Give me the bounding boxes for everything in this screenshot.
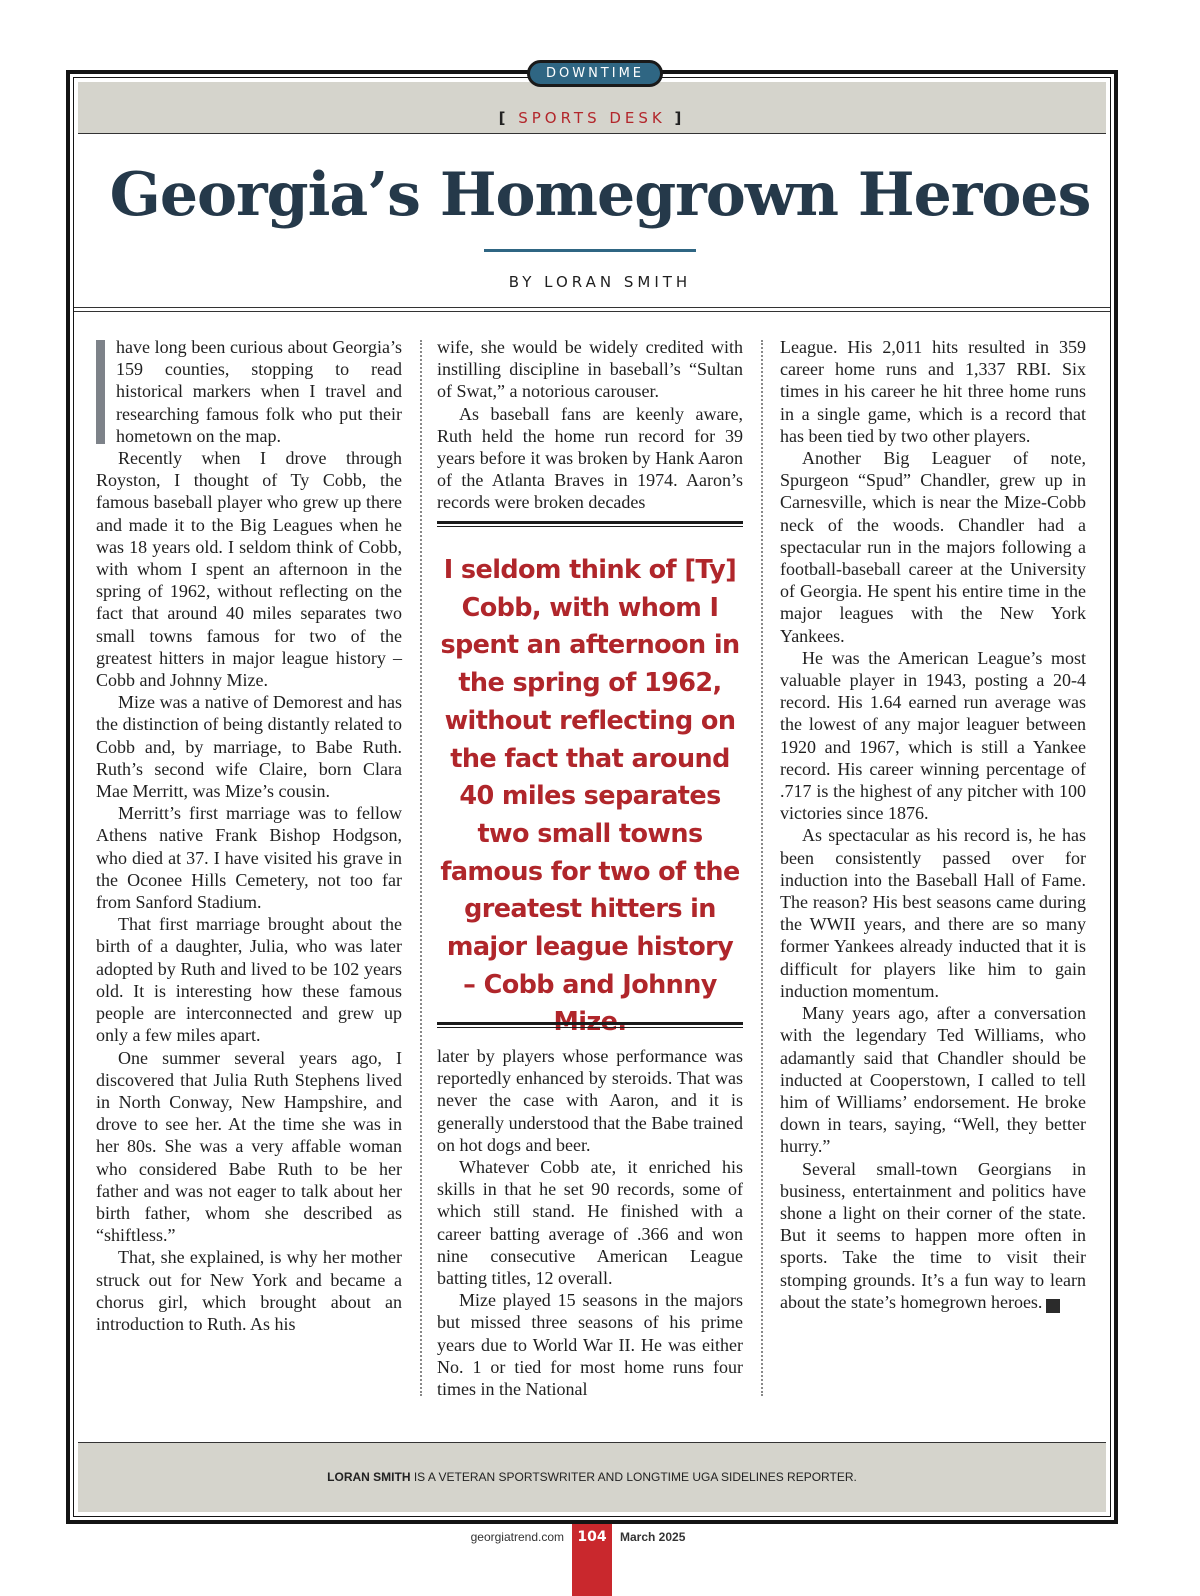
body-paragraph: League. His 2,011 hits resulted in 359 career home runs and 1,337 RBI. Six times in his career he hit three home runs in a single game, which is a record that has been tied by two other players. [780,337,1086,446]
article-column-3 [780,336,1086,1313]
body-paragraph: Mize was a native of Demorest and has the distinction of being distantly related to Cobb and, by marriage, to Babe Ruth. Ruth’s second wife Claire, born Clara Mae Merritt, was Mize’s cousin. [96,692,402,802]
section-tag-close-bracket: ] [674,109,686,127]
section-tag-open-bracket: [ [498,109,510,127]
body-paragraph: later by players whose performance was reportedly enhanced by steroids. That was never the case with Aaron, and it is generally understood that the Babe trained on hot dogs and beer. [437,1046,743,1155]
body-paragraph: As spectacular as his record is, he has been consistently passed over for induction into the Baseball Hall of Fame. The reason? His best seasons came during the WWII years, and there are so many former Yankees already inducted that it is difficult for players like him to gain induction momentum. [780,825,1086,1001]
body-paragraph: One summer several years ago, I discovered that Julia Ruth Stephens lived in North Conway, New Hampshire, and drove to see her. At the time she was in her 80s. She was a very affable woman who considered Babe Ruth to be her father and was not eager to talk about her birth father, whom she described as “shiftless.” [96,1047,402,1246]
body-paragraph: Many years ago, after a conversation with the legendary Ted Williams, who adamantly said that Chandler should be inducted at Cooperstown, I called to tell him of Williams’ endorsement. He broke down in tears, saying, “Well, they better hurry.” [780,1003,1086,1157]
body-paragraph: wife, she would be widely credited with instilling discipline in baseball’s “Sultan of Swat,” a notorious carouser. [437,337,743,402]
header-band [78,82,1106,134]
drop-cap-bar [96,340,105,444]
section-tag [78,109,1106,127]
body-paragraph: Merritt’s first marriage was to fellow Athens native Frank Bishop Hodgson, who died at 37. I have visited his grave in the Oconee Hills Cemetery, not too far from Sanford Stadium. [96,803,402,913]
page-footer [0,1524,1200,1596]
pull-quote: I seldom think of [Ty] Cobb, with whom I spent an afternoon in the spring of 1962, without reflecting on the fact that around 40 miles separates two small towns famous for two of the greatest hitters in major league history – Cobb and Johnny Mize. [440,555,740,1038]
body-paragraph: That, she explained, is why her mother struck out for New York and became a chorus girl, which brought about an introduction to Ruth. As his [96,1247,402,1334]
body-paragraph-text: have long been curious about Georgia’s 159 counties, stopping to read historical markers when I travel and researching famous folk who put their hometown on the map. [116,337,402,446]
body-paragraph: Mize played 15 seasons in the majors but missed three seasons of his prime years due to World War II. He was either No. 1 or tied for most home runs four times in the National [437,1290,743,1400]
header-divider [74,307,1110,312]
body-paragraph: Another Big Leaguer of note, Spurgeon “Spud” Chandler, grew up in Carnesville, which is near the Mize-Cobb neck of the woods. Chandler had a spectacular run in the majors following a football-baseball career at the University of Georgia. He spent his entire time in the major leagues with the New York Yankees. [780,448,1086,646]
column-separator [420,340,422,1396]
pull-quote-top-rule [437,521,743,527]
footer-site: georgiatrend.com [470,1530,564,1544]
article-title: Georgia’s Homegrown Heroes [109,160,1091,230]
body-paragraph: Whatever Cobb ate, it enriched his skills in that he set 90 records, some of which still stand. He finished with a career batting average of .366 and won nine consecutive American League batting titles, 12 overall. [437,1157,743,1289]
page-number: 104 [572,1524,612,1596]
pull-quote-bottom-rule [437,1022,743,1028]
author-note-name: LORAN SMITH [327,1470,411,1484]
section-tag-label: SPORTS DESK [518,109,666,127]
body-paragraph-text: Several small-town Georgians in business, entertainment and politics have shone a light on their corner of the state. But it seems to happen more often in sports. Take the time to visit their stomping grounds. It’s a fun way to learn about the state’s homegrown heroes. [780,1158,1086,1312]
author-note [78,1470,1106,1484]
body-paragraph: He was the American League’s most valuable player in 1943, posting a 20-4 record. His 1.64 earned run average was the lowest of any major leaguer between 1920 and 1967, which is still a Yankee record. His career winning percentage of .717 is the highest of any pitcher with 100 victories since 1876. [780,647,1086,824]
body-paragraph: As baseball fans are keenly aware, Ruth held the home run record for 39 years before it was broken by Hank Aaron of the Atlanta Braves in 1974. Aaron’s records were broken decades [437,403,743,513]
body-paragraph: Recently when I drove through Royston, I thought of Ty Cobb, the famous baseball player who grew up there and made it to the Big Leagues when he was 18 years old. I seldom think of Cobb, with whom I spent an afternoon in the spring of 1962, without reflecting on the fact that around 40 miles separates two small towns famous for two of the greatest hitters in major league history – Cobb and Johnny Mize. [96,448,402,691]
byline: BY LORAN SMITH [508,273,692,291]
body-paragraph [96,336,402,447]
author-note-band [78,1442,1106,1512]
column-separator [761,340,763,1396]
body-paragraph: That first marriage brought about the birth of a daughter, Julia, who was later adopted by Ruth and lived to be 102 years old. It is interesting how these famous people are interconnected and grew up only a few miles apart. [96,914,402,1046]
body-paragraph [780,1158,1086,1313]
end-mark-icon: GT [1046,1299,1060,1313]
article-column-2-top [437,336,743,514]
footer-issue: March 2025 [620,1530,686,1544]
section-pill: DOWNTIME [527,60,663,87]
title-underline [484,249,696,252]
article-column-2-bottom [437,1045,743,1400]
author-note-text: IS A VETERAN SPORTSWRITER AND LONGTIME UGA SIDELINES REPORTER. [410,1470,857,1484]
article-column-1 [96,336,402,1335]
